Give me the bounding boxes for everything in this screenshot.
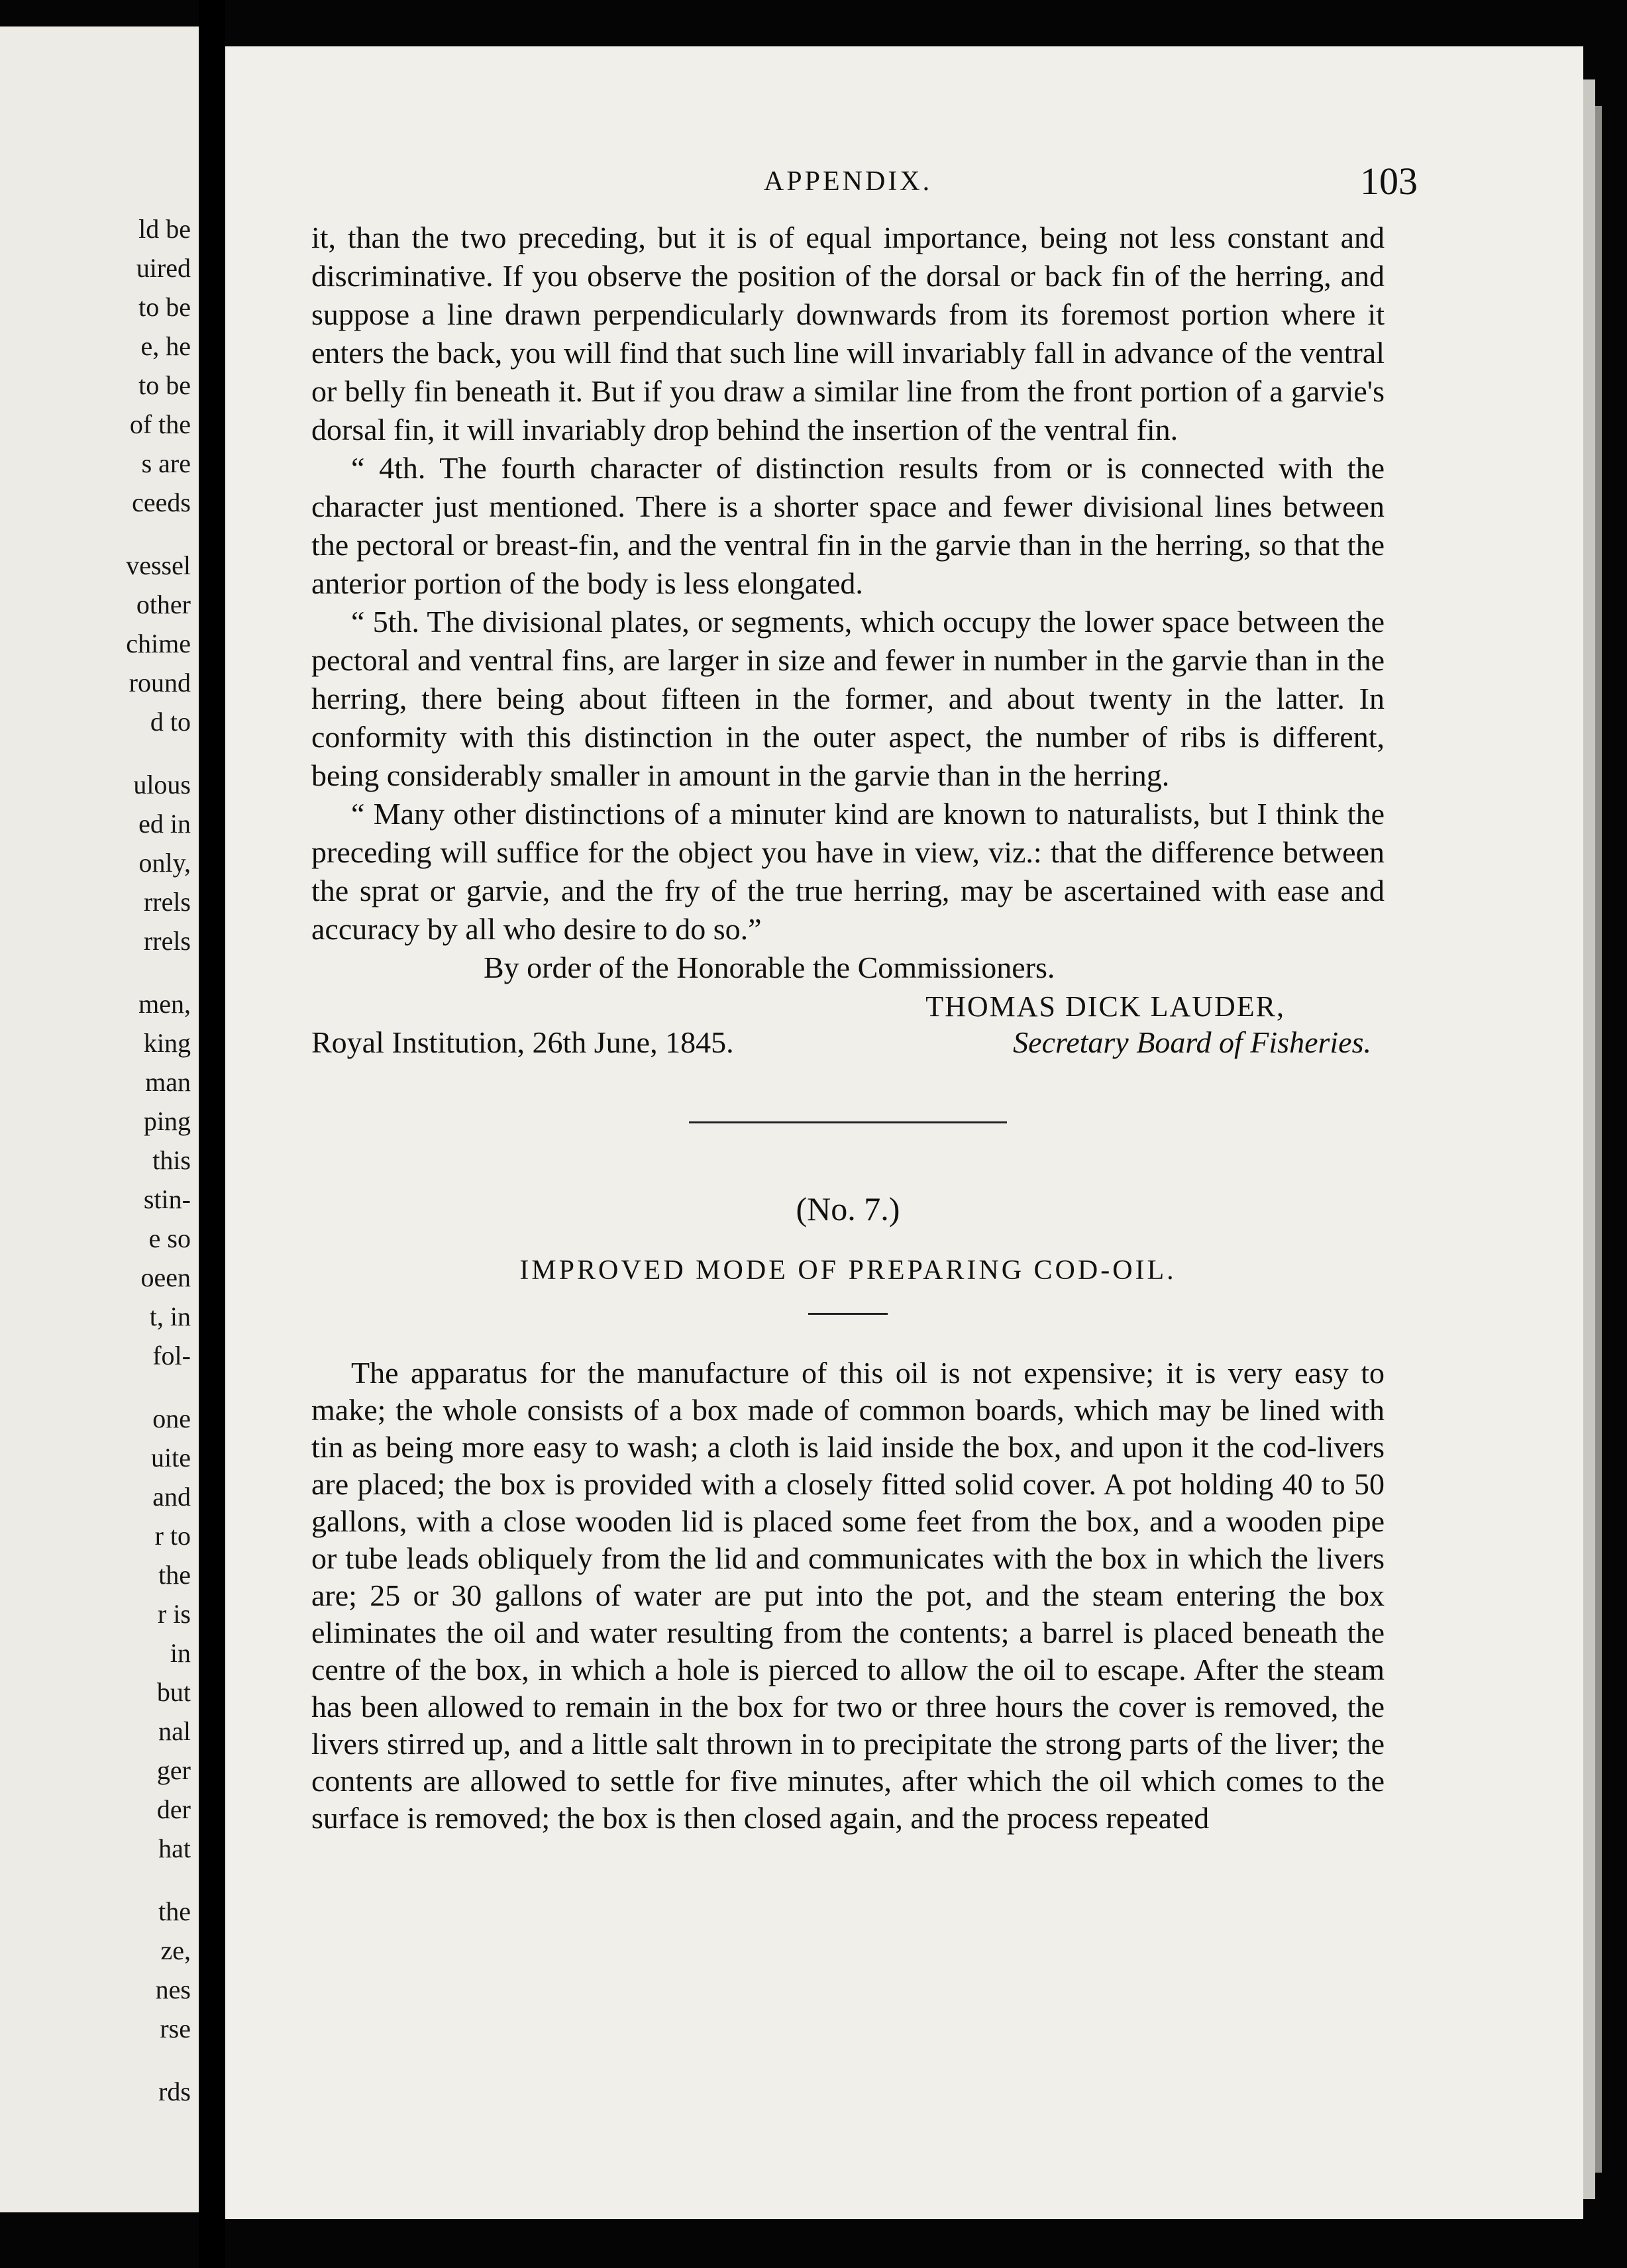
left-page-fragment: and — [152, 1482, 191, 1512]
running-head: APPENDIX. — [763, 166, 933, 197]
page-edge-shadow — [1595, 106, 1602, 2173]
section-body — [311, 1355, 1385, 1837]
left-page-fragment: e so — [148, 1223, 191, 1253]
paragraph-other-distinctions: “ Many other distinctions of a minuter kind are known to naturalists, but I think the preceding will suffice for the object you have in view, viz.: that the difference between the sprat or garvie, and the fry of the true herring, may be ascertained with ease and accuracy by all who desire to do so.” — [311, 797, 1385, 946]
left-page-fragment: this — [152, 1145, 191, 1175]
left-page-fragment: ping — [143, 1106, 191, 1136]
order-line: By order of the Honorable the Commissioners. — [484, 951, 1055, 984]
page-content — [311, 159, 1418, 1837]
left-page-fragment: the — [158, 1560, 191, 1590]
left-page-fragment: uite — [151, 1443, 191, 1472]
left-page-fragment: ger — [156, 1755, 191, 1785]
left-page-fragment: rrels — [143, 887, 191, 917]
left-page-fragment: chime — [126, 629, 191, 658]
left-page-fragment: e, he — [140, 331, 191, 361]
left-page-fragment: t, in — [149, 1302, 191, 1331]
left-page-fragment: men, — [138, 989, 191, 1019]
book-gutter — [199, 0, 225, 2268]
left-page-fragment: s are — [141, 448, 191, 478]
left-page-fragment: ld be — [138, 214, 191, 244]
left-page-fragment: rse — [160, 2014, 191, 2043]
section-divider — [689, 1121, 1007, 1123]
left-page-fragment: round — [129, 668, 191, 697]
title-rule — [808, 1313, 888, 1315]
left-page-fragment: the — [158, 1896, 191, 1926]
page-edge — [1583, 79, 1595, 2199]
signature-row — [311, 1023, 1385, 1062]
left-page-fragment: uired — [136, 253, 191, 283]
left-page-fragment: r is — [158, 1599, 191, 1629]
left-page-fragment: der — [156, 1794, 191, 1824]
section-number: (No. 7.) — [796, 1190, 900, 1227]
left-page-fragment: in — [170, 1638, 191, 1668]
left-page-fragment: only, — [138, 848, 191, 878]
left-page-fragment: hat — [158, 1833, 191, 1863]
left-page-fragment: oeen — [140, 1263, 191, 1292]
paragraph-5th-character: “ 5th. The divisional plates, or segments, which occupy the lower space between the pectoral and ventral fins, are larger in size and fewer in number in the garvie than in the herring, there being about fifteen in the former, and about twenty in the latter. In conformity with this distinction in the outer aspect, the number of ribs is different, being considerably smaller in amount in the garvie than in the herring. — [311, 605, 1385, 792]
paragraph-4th-character: “ 4th. The fourth character of distinction results from or is connected with the character just mentioned. There is a shorter space and fewer divisional lines between the pectoral or breast-fin, and the ventral fin in the garvie than in the herring, so that the anterior portion of the body is less elongated. — [311, 451, 1385, 600]
page-header — [311, 159, 1418, 219]
left-page-fragment: vessel — [126, 550, 191, 580]
left-page-fragment: fol- — [152, 1341, 191, 1370]
left-page-fragment: to be — [138, 292, 191, 322]
left-page-fragment: d to — [150, 707, 191, 737]
book-page — [225, 46, 1583, 2219]
left-page-fragment: to be — [138, 370, 191, 400]
paragraph-3rd-character: it, than the two preceding, but it is of equal importance, being not less constant and discriminative. If you observe the position of the dorsal or back fin of the herring, and suppose a line drawn perpendicularly downwards from its foremost portion where it enters the back, you will find that such line will invariably fall in advance of the ventral or belly fin beneath it. But if you draw a similar line from the front portion of a garvie's dorsal fin, it will invariably drop behind the insertion of the ventral fin. — [311, 221, 1385, 446]
page-number: 103 — [1360, 160, 1418, 203]
signer-title: Secretary Board of Fisheries. — [1013, 1025, 1371, 1059]
left-page-fragment: man — [145, 1067, 191, 1097]
left-page-fragment: ed in — [138, 809, 191, 839]
left-page-fragment: king — [143, 1028, 191, 1058]
left-facing-page — [0, 26, 199, 2212]
left-page-fragment: nes — [155, 1975, 191, 2004]
left-page-fragment: stin- — [143, 1184, 191, 1214]
left-page-fragment: one — [152, 1404, 191, 1433]
section-title: IMPROVED MODE OF PREPARING COD-OIL. — [519, 1255, 1177, 1286]
left-page-fragment: ceeds — [132, 488, 191, 517]
place-date: Royal Institution, 26th June, 1845. — [311, 1025, 734, 1059]
left-page-fragment: other — [136, 590, 191, 619]
left-page-fragment: of the — [129, 409, 191, 439]
left-page-fragment: nal — [158, 1716, 191, 1746]
cod-oil-paragraph: The apparatus for the manufacture of this oil is not expensive; it is very easy to make; the whole consists of a box made of common boards, which may be lined with tin as being more easy to wash; a cloth is laid inside the box, and upon it the cod-livers are placed; the box is provided with a closely fitted solid cover. A pot holding 40 to 50 gallons, with a close wooden lid is placed some feet from the box, and a wooden pipe or tube leads obliquely from the lid and communicates with the box in which the livers are; 25 or 30 gallons of water are put into the pot, and the steam entering the box eliminates the oil and water resulting from the contents; a barrel is placed beneath the centre of the box, in which a hole is pierced to allow the oil to escape. After the steam has been allowed to remain in the box for two or three hours the cover is removed, the livers stirred up, and a little salt thrown in to precipitate the strong parts of the liver; the contents are allowed to settle for five minutes, after which the oil which comes to the surface is removed; the box is then closed again, and the process repeated — [311, 1356, 1385, 1835]
left-page-fragment: ze, — [160, 1935, 191, 1965]
left-page-fragment: rrels — [143, 926, 191, 956]
left-page-fragment: r to — [154, 1521, 191, 1551]
left-page-fragment: rds — [158, 2077, 191, 2106]
left-page-fragment: ulous — [133, 770, 191, 799]
signer-name: THOMAS DICK LAUDER, — [925, 990, 1285, 1023]
left-page-fragment: but — [156, 1677, 191, 1707]
